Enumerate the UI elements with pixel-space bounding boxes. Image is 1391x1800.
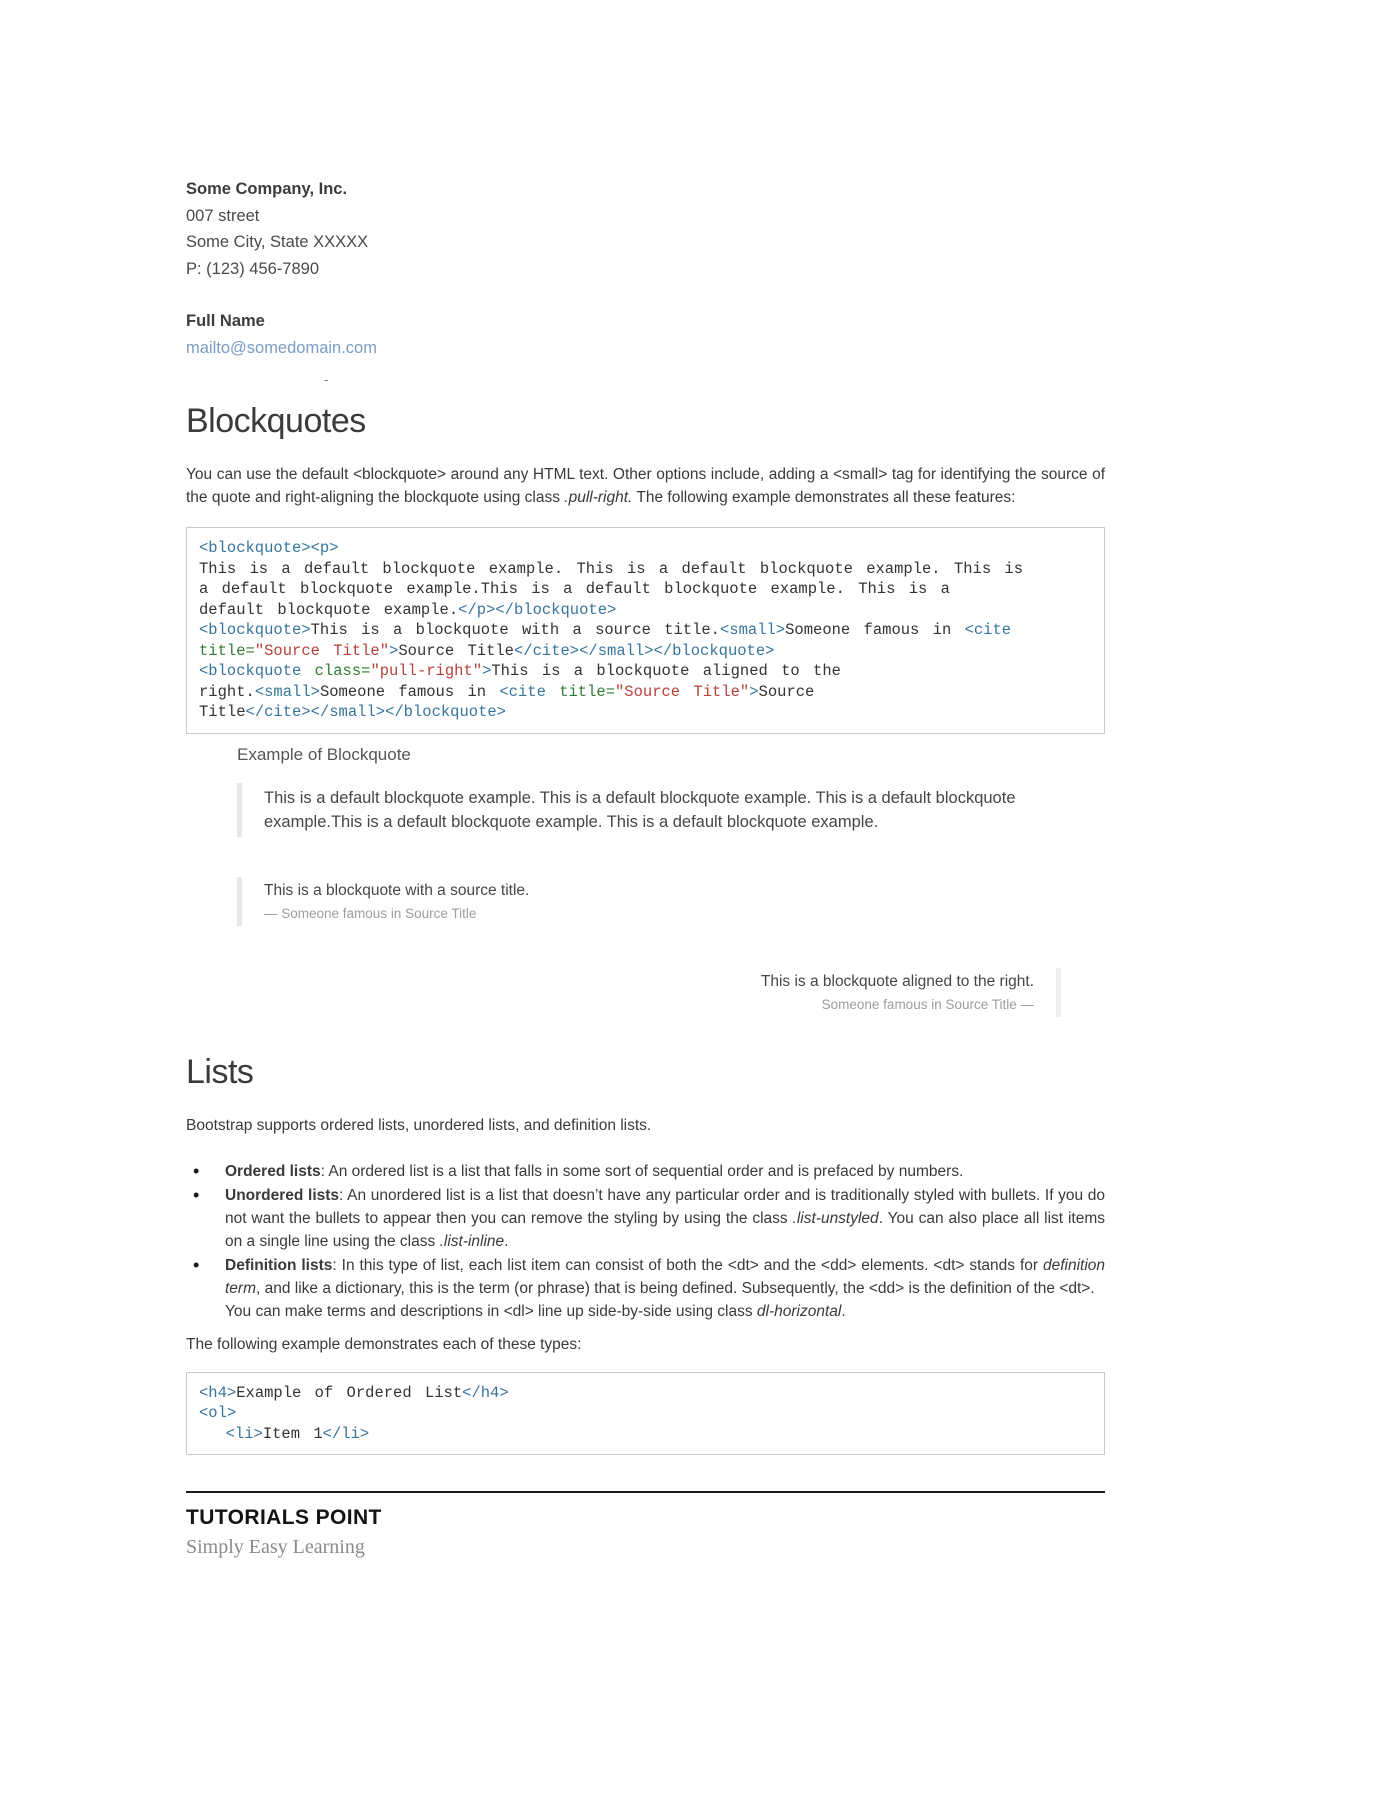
list-item-ordered-lists: • Ordered lists: An ordered list is a list that falls in some sort of sequential order and is prefaced by numbers. <box>186 1160 1105 1183</box>
list-item-unordered-lists: • Unordered lists: An unordered list is a list that doesn’t have any particular order and is traditionally styled with bullets. If you do not want the bullets to appear then you can remove the styling by using the class .list-unstyled. You can also place all list items on a single line using the class .list-inline. <box>186 1184 1105 1253</box>
brand-tagline: Simply Easy Learning <box>186 1536 365 1558</box>
company-phone: P: (123) 456-7890 <box>186 259 320 278</box>
source-blockquote-text: This is a blockquote with a source title. <box>264 881 530 899</box>
example-of-blockquote-heading: Example of Blockquote <box>237 744 411 764</box>
blockquotes-intro-paragraph: You can use the default <blockquote> around any HTML text. Other options include, adding a <small> tag for identifying the source of the quote and right-aligning the blockquote using class .pull-right. The following example demonstrates all these features: <box>186 466 1105 506</box>
default-blockquote-example: This is a default blockquote example. This is a default blockquote example. This is a default blockquote example.This is a default blockquote example. This is a default blockquote example. <box>237 783 1019 837</box>
blockquote-example-screenshot <box>186 744 1105 1017</box>
footer-divider <box>186 1491 1105 1493</box>
list-item-definition-lists: • Definition lists: In this type of list, each list item can consist of both the <dt> and the <dd> elements. <dt> stands for definition term, and like a dictionary, this is the term (or phrase) that is being defined. Subsequently, the <dd> is the definition of the <dt>. You can make terms and descriptions in <dl> line up side-by-side using class dl-horizontal. <box>186 1254 1105 1323</box>
source-blockquote-citation: — Someone famous in Source Title <box>264 905 477 921</box>
contact-block <box>186 308 1105 361</box>
right-aligned-blockquote-example <box>237 968 1061 1017</box>
company-name: Some Company, Inc. <box>186 180 348 198</box>
ordered-list-code-sample: <h4>Example of Ordered List</h4> <ol> <li>Item 1</li> <box>186 1372 1105 1456</box>
lists-following-text: The following example demonstrates each of these types: <box>186 1335 582 1353</box>
blockquote-code-sample: <blockquote><p> This is a default blockquote example. This is a default blockquote example. This is a default blockquote example.This is a default blockquote example. This is a default blockquote example.</p></blockquote> <blockquote>This is a blockquote with a source title.<small>Someone famous in <cite title="Source Title">Source Title</cite></small></blockquote> <blockquote class="pull-right">This is a blockquote aligned to the right.<small>Someone famous in <cite title="Source Title">Source Title</cite></small></blockquote> <box>186 527 1105 734</box>
list-types-bullet-list <box>186 1160 1105 1323</box>
company-address-block <box>186 176 1105 282</box>
right-blockquote-citation: Someone famous in Source Title — <box>821 996 1034 1012</box>
source-title-blockquote-example <box>237 877 1105 926</box>
blockquotes-heading: Blockquotes <box>186 402 366 440</box>
right-blockquote-text: This is a blockquote aligned to the right. <box>760 972 1034 990</box>
email-link[interactable]: mailto@somedomain.com <box>186 338 377 357</box>
company-city: Some City, State XXXXX <box>186 233 369 251</box>
lists-heading: Lists <box>186 1052 254 1091</box>
page-footer <box>186 1491 1105 1560</box>
company-street: 007 street <box>186 206 260 225</box>
tutorials-point-brand: TUTORIALS POINT <box>186 1506 382 1529</box>
separator-dash: - <box>324 372 329 387</box>
contact-full-name: Full Name <box>186 312 265 330</box>
lists-intro-paragraph: Bootstrap supports ordered lists, unordered lists, and definition lists. <box>186 1116 652 1134</box>
